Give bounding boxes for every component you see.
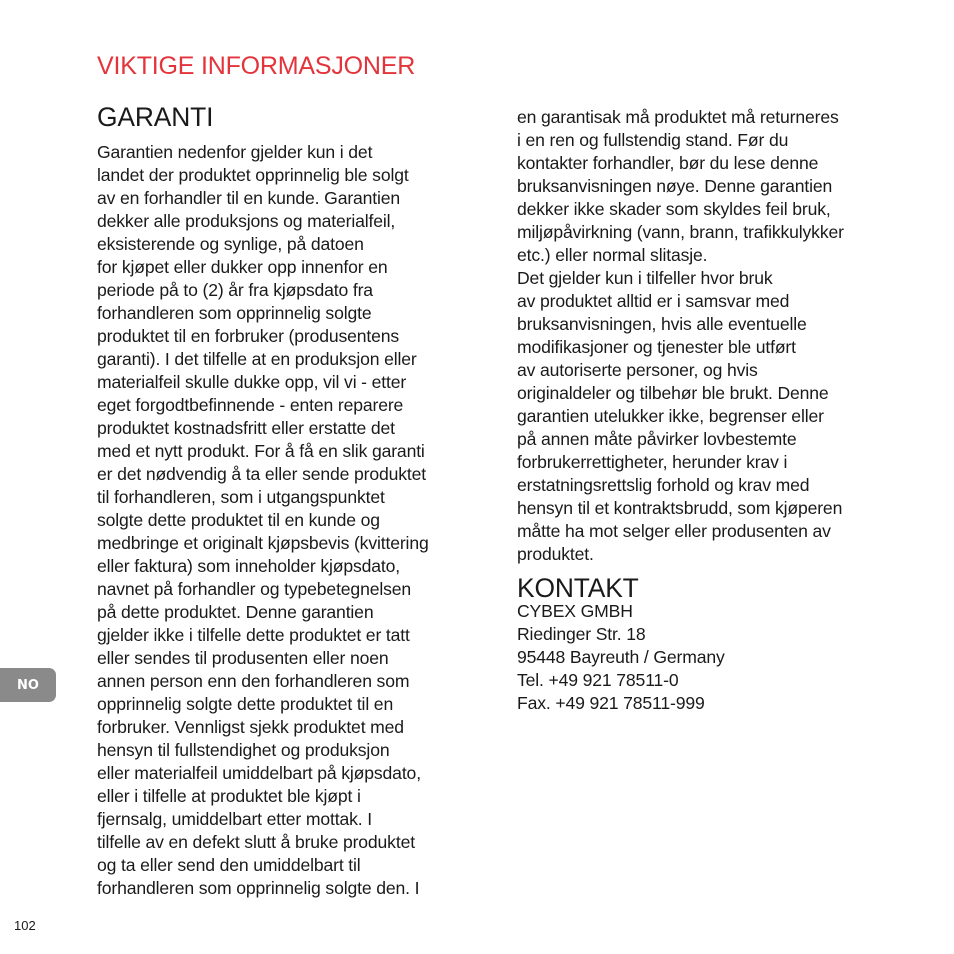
text-line: tilfelle av en defekt slutt å bruke produktet [97, 832, 415, 852]
text-line: eksisterende og synlige, på datoen [97, 234, 364, 254]
text-line: dekker ikke skader som skyldes feil bruk, [517, 199, 831, 219]
text-line: bruksanvisningen, hvis alle eventuelle [517, 314, 807, 334]
contact-heading: KONTAKT [517, 573, 639, 603]
text-line: navnet på forhandler og typebetegnelsen [97, 579, 412, 599]
text-line: kontakter forhandler, bør du lese denne [517, 153, 819, 173]
warranty-column-right [517, 106, 917, 715]
warranty-column-left [97, 102, 492, 900]
text-line: landet der produktet opprinnelig ble solgt [97, 165, 409, 185]
text-line: forbruker. Vennligst sjekk produktet med [97, 717, 404, 737]
text-line: fjernsalg, umiddelbart etter mottak. I [97, 809, 372, 829]
text-line: bruksanvisningen nøye. Denne garantien [517, 176, 833, 196]
text-line: annen person enn den forhandleren som [97, 671, 410, 691]
text-line: garanti). I det tilfelle at en produksjon eller [97, 349, 417, 369]
text-line: av produktet alltid er i samsvar med [517, 291, 790, 311]
contact-street: Riedinger Str. 18 [517, 624, 646, 644]
text-line: forhandleren som opprinnelig solgte den. I [97, 878, 420, 898]
text-line: på dette produktet. Denne garantien [97, 602, 374, 622]
text-line: hensyn til fullstendighet og produksjon [97, 740, 390, 760]
text-line: modifikasjoner og tjenester ble utført [517, 337, 796, 357]
text-line: gjelder ikke i tilfelle dette produktet er tatt [97, 625, 410, 645]
text-line: med et nytt produkt. For å få en slik garanti [97, 441, 425, 461]
text-line: av autoriserte personer, og hvis [517, 360, 758, 380]
text-line: på annen måte påvirker lovbestemte [517, 429, 797, 449]
text-line: periode på to (2) år fra kjøpsdato fra [97, 280, 373, 300]
text-line: opprinnelig solgte dette produktet til en [97, 694, 394, 714]
warranty-text-left [97, 141, 492, 900]
warranty-heading: GARANTI [97, 102, 214, 132]
text-line: forbrukerrettigheter, herunder krav i [517, 452, 788, 472]
text-line: Det gjelder kun i tilfeller hvor bruk [517, 268, 773, 288]
text-line: produktet. [517, 544, 594, 564]
contact-phone: Tel. +49 921 78511-0 [517, 670, 679, 690]
text-line: etc.) eller normal slitasje. [517, 245, 708, 265]
text-line: eller faktura) som inneholder kjøpsdato, [97, 556, 401, 576]
contact-city: 95448 Bayreuth / Germany [517, 647, 725, 667]
text-line: dekker alle produksjons og materialfeil, [97, 211, 396, 231]
text-line: og ta eller send den umiddelbart til [97, 855, 361, 875]
text-line: til forhandleren, som i utgangspunktet [97, 487, 385, 507]
text-line: originaldeler og tilbehør ble brukt. Denne [517, 383, 829, 403]
text-line: Garantien nedenfor gjelder kun i det [97, 142, 373, 162]
text-line: eller materialfeil umiddelbart på kjøpsdato, [97, 763, 421, 783]
text-line: miljøpåvirkning (vann, brann, trafikkulykker [517, 222, 844, 242]
text-line: hensyn til et kontraktsbrudd, som kjøperen [517, 498, 843, 518]
text-line: forhandleren som opprinnelig solgte [97, 303, 372, 323]
text-line: erstatningsrettslig forhold og krav med [517, 475, 810, 495]
text-line: eget forgodtbefinnende - enten reparere [97, 395, 404, 415]
page-number: 102 [14, 918, 36, 933]
contact-company: CYBEX GMBH [517, 601, 633, 621]
text-line: for kjøpet eller dukker opp innenfor en [97, 257, 388, 277]
text-line: måtte ha mot selger eller produsenten av [517, 521, 831, 541]
text-line: garantien utelukker ikke, begrenser eller [517, 406, 824, 426]
text-line: er det nødvendig å ta eller sende produktet [97, 464, 427, 484]
text-line: solgte dette produktet til en kunde og [97, 510, 380, 530]
text-line: materialfeil skulle dukke opp, vil vi - etter [97, 372, 407, 392]
warranty-text-right [517, 106, 917, 566]
contact-fax: Fax. +49 921 78511-999 [517, 693, 705, 713]
text-line: eller sendes til produsenten eller noen [97, 648, 389, 668]
language-tab: NO [0, 668, 56, 702]
text-line: medbringe et originalt kjøpsbevis (kvittering [97, 533, 429, 553]
text-line: av en forhandler til en kunde. Garantien [97, 188, 401, 208]
text-line: eller i tilfelle at produktet ble kjøpt i [97, 786, 361, 806]
text-line: i en ren og fullstendig stand. Før du [517, 130, 789, 150]
text-line: produktet til en forbruker (produsentens [97, 326, 400, 346]
text-line: en garantisak må produktet må returneres [517, 107, 839, 127]
page-title: VIKTIGE INFORMASJONER [97, 52, 416, 80]
text-line: produktet kostnadsfritt eller erstatte det [97, 418, 395, 438]
